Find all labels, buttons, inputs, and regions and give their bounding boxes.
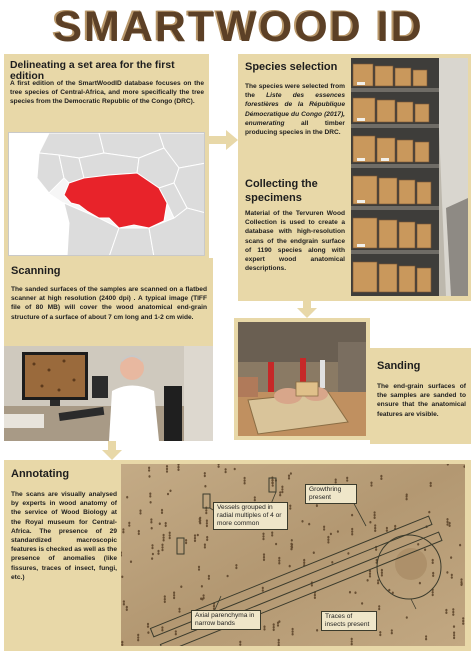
wood-pore: [316, 505, 318, 508]
wood-pore: [303, 559, 305, 562]
wood-pore: [346, 477, 348, 480]
shelves-graphic: [351, 58, 468, 296]
scanning-photo: [4, 346, 213, 441]
wood-pore: [271, 482, 273, 485]
wood-pore: [244, 479, 246, 482]
wood-pore: [292, 630, 294, 633]
wood-pore: [151, 557, 153, 560]
arrow-down-1-head: [297, 308, 317, 318]
wood-pore: [175, 633, 177, 636]
wood-pore: [225, 468, 227, 471]
panel-species: [238, 54, 471, 301]
wood-pore: [378, 605, 380, 608]
wood-pore: [323, 528, 325, 531]
wood-pore: [197, 534, 199, 537]
wood-collection-photo: [351, 58, 468, 296]
wood-pore: [177, 466, 179, 469]
wood-pore: [164, 601, 166, 604]
wood-pore: [432, 559, 434, 562]
wood-pore: [281, 486, 283, 489]
wood-pore: [161, 509, 163, 512]
wood-pore: [301, 520, 303, 523]
wood-pore: [166, 470, 168, 473]
wood-pore: [288, 474, 290, 477]
wood-pore: [432, 591, 434, 594]
wood-pore: [289, 565, 291, 568]
wood-pore: [147, 623, 149, 626]
wood-pore: [206, 536, 208, 539]
wood-pore: [169, 490, 171, 493]
wood-pore: [278, 641, 280, 644]
annotation-vessels: Vessels grouped in radial multiples of 4 or more common: [213, 502, 288, 530]
wood-pore: [370, 484, 372, 487]
wood-pore: [204, 475, 206, 478]
wood-pore: [194, 540, 196, 543]
wood-pore: [271, 531, 273, 534]
panel-species-heading: Species selection: [245, 61, 338, 73]
wood-pore: [330, 533, 332, 536]
wood-pore: [169, 534, 171, 537]
wood-pore: [157, 552, 159, 555]
wood-pore: [178, 610, 180, 613]
wood-pore: [378, 608, 380, 611]
wood-pore: [446, 521, 448, 524]
wood-pore: [194, 537, 196, 540]
wood-pore: [331, 561, 333, 564]
wood-pore: [163, 539, 165, 542]
wood-pore: [121, 641, 123, 644]
wood-pore: [374, 511, 376, 514]
wood-pore: [303, 561, 305, 564]
wood-pore: [379, 634, 381, 637]
wood-pore: [254, 496, 256, 499]
wood-pore: [452, 608, 454, 611]
wood-pore: [351, 640, 353, 643]
wood-pore: [273, 623, 275, 626]
wood-pore: [151, 527, 153, 530]
wood-pore: [262, 589, 264, 592]
wood-pore: [374, 529, 376, 532]
wood-pore: [235, 567, 237, 570]
wood-pore: [263, 625, 265, 628]
wood-pore: [349, 591, 351, 594]
wood-pore: [128, 522, 130, 525]
wood-pore: [180, 585, 182, 588]
wood-pore: [278, 620, 280, 623]
wood-pore: [460, 578, 462, 581]
wood-pore: [432, 561, 434, 564]
wood-pore: [308, 523, 310, 526]
wood-scan-image: [121, 464, 465, 646]
wood-pore: [453, 625, 455, 628]
wood-pore: [351, 514, 353, 517]
wood-pore: [354, 591, 356, 594]
wood-pore: [262, 535, 264, 538]
wood-pore: [446, 523, 448, 526]
wood-pore: [380, 477, 382, 480]
wood-pore: [417, 543, 419, 546]
wood-pore: [327, 541, 329, 544]
wood-pore: [147, 625, 149, 628]
wood-pore: [451, 576, 453, 579]
wood-pore: [453, 634, 455, 637]
wood-pore: [288, 477, 290, 480]
wood-pore: [450, 556, 452, 559]
wood-pore: [198, 568, 200, 571]
wood-pore: [161, 629, 163, 632]
wood-pore: [126, 606, 128, 609]
wood-pore: [169, 532, 171, 535]
wood-pore: [163, 536, 165, 539]
wood-pore: [123, 600, 125, 603]
wood-pore: [311, 584, 313, 587]
wood-pore: [290, 472, 292, 475]
wood-pore: [206, 522, 208, 525]
wood-pore: [208, 577, 210, 580]
wood-pore: [370, 482, 372, 485]
wood-pore: [161, 549, 163, 552]
wood-pore: [126, 608, 128, 611]
wood-pore: [451, 574, 453, 577]
wood-pore: [406, 616, 408, 619]
wood-pore: [262, 538, 264, 541]
wood-pore: [201, 585, 203, 588]
wood-pore: [452, 611, 454, 614]
wood-pore: [262, 587, 264, 590]
wood-pore: [351, 638, 353, 641]
arrow-down-2-head: [102, 450, 122, 460]
wood-pore: [177, 468, 179, 471]
wood-pore: [351, 533, 353, 536]
wood-pore: [316, 629, 318, 632]
wood-pore: [424, 548, 426, 551]
wood-pore: [161, 626, 163, 629]
wood-pore: [375, 548, 377, 551]
arrow-right-1-head: [226, 130, 238, 150]
wood-pore: [148, 467, 150, 470]
wood-pore: [199, 518, 201, 521]
wood-pore: [263, 553, 265, 556]
wood-pore: [138, 530, 140, 533]
wood-pore: [361, 602, 363, 605]
wood-pore: [137, 634, 139, 637]
wood-pore: [203, 597, 205, 600]
wood-pore: [314, 594, 316, 597]
wood-pore: [185, 539, 187, 542]
wood-pore: [462, 620, 464, 623]
wood-pore: [391, 632, 393, 635]
wood-pore: [377, 579, 379, 582]
wood-pore: [204, 543, 206, 546]
wood-pore: [138, 533, 140, 536]
wood-pore: [198, 566, 200, 569]
wood-pore: [278, 559, 280, 562]
wood-pore: [151, 547, 153, 550]
wood-pore: [374, 527, 376, 530]
wood-pore: [453, 631, 455, 634]
wood-pore: [263, 559, 265, 562]
arrow-right-1: [209, 136, 226, 144]
wood-pore: [122, 528, 124, 531]
wood-pore: [430, 484, 432, 487]
wood-pore: [200, 597, 202, 600]
sanding-graphic: [238, 322, 366, 436]
wood-pore: [291, 546, 293, 549]
wood-pore: [161, 546, 163, 549]
wood-pore: [278, 639, 280, 642]
wood-pore: [278, 562, 280, 565]
wood-pore: [381, 571, 383, 574]
wood-pore: [292, 633, 294, 636]
wood-pore: [137, 639, 139, 642]
wood-pore: [432, 574, 434, 577]
wood-pore: [292, 628, 294, 631]
wood-pore: [161, 511, 163, 514]
wood-pore: [169, 537, 171, 540]
wood-pore: [425, 635, 427, 638]
wood-pore: [165, 522, 167, 525]
wood-pore: [279, 494, 281, 497]
wood-pore: [291, 543, 293, 546]
wood-pore: [386, 527, 388, 530]
wood-pore: [272, 484, 274, 487]
panel-sanding-text: The end-grain surfaces of the samples are sanded to ensure that the anatomical features are visible.: [377, 383, 466, 418]
wood-pore: [121, 643, 123, 646]
wood-pore: [203, 594, 205, 597]
wood-pore: [239, 641, 241, 644]
wood-pore: [137, 636, 139, 639]
wood-pore: [369, 521, 371, 524]
wood-pore: [374, 514, 376, 517]
annotation-growthring: Growthring present: [305, 484, 357, 504]
wood-pore: [166, 468, 168, 471]
wood-pore: [148, 475, 150, 478]
panel-delineating: [4, 54, 209, 260]
wood-pore: [149, 492, 151, 495]
wood-pore: [121, 576, 123, 579]
wood-pore: [406, 495, 408, 498]
panel-sanding-heading: Sanding: [377, 360, 421, 372]
wood-pore: [173, 597, 175, 600]
wood-pore: [239, 643, 241, 646]
wood-pore: [234, 468, 236, 471]
wood-pore: [208, 575, 210, 578]
wood-pore: [244, 477, 246, 480]
wood-pore: [227, 575, 229, 578]
wood-pore: [206, 539, 208, 542]
wood-pore: [123, 603, 125, 606]
wood-pore: [151, 544, 153, 547]
wood-pore: [150, 501, 152, 504]
panel-collecting-heading: Collecting the specimens: [245, 178, 318, 204]
panel-scanning-heading: Scanning: [11, 265, 61, 277]
wood-pore: [428, 511, 430, 514]
wood-pore: [281, 488, 283, 491]
wood-pore: [213, 605, 215, 608]
wood-pore: [262, 533, 264, 536]
wood-pore: [351, 643, 353, 646]
wood-pore: [377, 582, 379, 585]
wood-pore: [381, 574, 383, 577]
wood-pore: [178, 608, 180, 611]
wood-pore: [204, 485, 206, 488]
wood-pore: [461, 583, 463, 586]
wood-pore: [263, 556, 265, 559]
wood-pore: [139, 509, 141, 512]
wood-pore: [462, 617, 464, 620]
wood-pore: [130, 560, 132, 563]
scanning-graphic: [4, 346, 213, 441]
wood-pore: [275, 543, 277, 546]
wood-pore: [273, 629, 275, 632]
wood-pore: [199, 520, 201, 523]
wood-pore: [452, 613, 454, 616]
wood-pore: [335, 478, 337, 481]
wood-pore: [126, 496, 128, 499]
panel-collecting-text: Material of the Tervuren Wood Collection is used to create a database with high-resolution scans of the endgrain surface of 1190 species along with expert wood anatomical descriptions.: [245, 210, 345, 273]
wood-pore: [432, 572, 434, 575]
wood-pore: [167, 493, 169, 496]
wood-pore: [150, 518, 152, 521]
wood-pore: [194, 534, 196, 537]
wood-pore: [379, 631, 381, 634]
wood-pore: [148, 469, 150, 472]
drc-map-graphic: [9, 133, 205, 256]
sanding-photo: [234, 318, 370, 440]
wood-pore: [430, 482, 432, 485]
wood-pore: [254, 499, 256, 502]
panel-annotating-text: The scans are visually analysed by experts in wood anatomy of the service of Wood Biology at the Royal museum for Central-Africa. The presence of 29 standardized macroscopic features is checked as well as the presence of anomalies (like fissures, traces of insect, fungi, etc.): [11, 491, 117, 581]
wood-pore: [445, 611, 447, 614]
wood-pore: [271, 479, 273, 482]
wood-pore: [204, 546, 206, 549]
wood-pore: [453, 637, 455, 640]
panel-sanding: [370, 348, 471, 444]
wood-pore: [327, 536, 329, 539]
wood-pore: [449, 524, 451, 527]
wood-pore: [346, 479, 348, 482]
wood-pore: [369, 572, 371, 575]
wood-pore: [157, 550, 159, 553]
wood-pore: [446, 518, 448, 521]
wood-pore: [185, 542, 187, 545]
wood-pore: [128, 524, 130, 527]
wood-pore: [206, 525, 208, 528]
panel-annotating-heading: Annotating: [11, 468, 70, 480]
wood-pore: [291, 539, 293, 542]
wood-pore: [122, 531, 124, 534]
wood-pore: [419, 582, 421, 585]
wood-pore: [164, 598, 166, 601]
wood-pore: [164, 595, 166, 598]
wood-pore: [347, 552, 349, 555]
wood-pore: [289, 507, 291, 510]
wood-pore: [351, 528, 353, 531]
wood-pore: [367, 579, 369, 582]
wood-pore: [271, 534, 273, 537]
wood-pore: [235, 564, 237, 567]
wood-pore: [204, 472, 206, 475]
panel-scanning: [4, 258, 213, 346]
wood-pore: [166, 465, 168, 468]
wood-pore: [462, 622, 464, 625]
wood-pore: [386, 529, 388, 532]
wood-pore: [149, 495, 151, 498]
wood-pore: [459, 544, 461, 547]
wood-pore: [289, 505, 291, 508]
wood-pore: [314, 596, 316, 599]
wood-pore: [313, 551, 315, 554]
wood-pore: [446, 571, 448, 574]
panel-annotating: [4, 460, 471, 651]
wood-scan-graphic: [121, 464, 465, 646]
wood-pore: [225, 471, 227, 474]
wood-pore: [425, 638, 427, 641]
wood-pore: [369, 575, 371, 578]
wood-pore: [161, 544, 163, 547]
panel-scanning-text: The sanded surfaces of the samples are scanned on a flatbed scanner at high resolution (2400 dpi) . A typical image (TIFF file of 80 MB) will cover the wood anatomical end-grain structure of a surface of about 7 cm long and 1-2 cm wide.: [11, 286, 207, 321]
wood-pore: [381, 569, 383, 572]
panel-species-text: The species were selected from the Liste des essences forestières de la République Démocratique du Congo (2017), enumerating all timber producing species in the DRC.: [245, 83, 345, 137]
panel-delineating-heading: Delineating a set area for the first edition: [10, 60, 175, 82]
wood-pore: [432, 594, 434, 597]
wood-pore: [159, 522, 161, 525]
wood-pore: [163, 534, 165, 537]
wood-pore: [205, 512, 207, 515]
panel-delineating-text: A first edition of the SmartWoodID database focuses on the tree species of Central-Africa, and more specifically the tree species from the Democratic Republic of the Congo (DRC).: [10, 80, 204, 106]
wood-pore: [152, 553, 154, 556]
wood-pore: [147, 631, 149, 634]
africa-map: [8, 132, 205, 256]
wood-pore: [206, 519, 208, 522]
wood-pore: [277, 624, 279, 627]
wood-pore: [218, 465, 220, 468]
wood-pore: [173, 591, 175, 594]
wood-pore: [281, 491, 283, 494]
wood-pore: [323, 526, 325, 529]
wood-pore: [380, 475, 382, 478]
wood-pore: [374, 524, 376, 527]
wood-pore: [165, 525, 167, 528]
wood-pore: [263, 628, 265, 631]
wood-pore: [139, 512, 141, 515]
wood-pore: [273, 626, 275, 629]
wood-pore: [175, 630, 177, 633]
wood-pore: [449, 522, 451, 525]
wood-pore: [445, 609, 447, 612]
wood-pore: [374, 516, 376, 519]
wood-pore: [279, 491, 281, 494]
wood-pore: [150, 521, 152, 524]
annotation-axial-parenchyma: Axial parenchyma in narrow bands: [191, 610, 261, 630]
wood-pore: [173, 594, 175, 597]
wood-pore: [351, 530, 353, 533]
wood-pore: [244, 482, 246, 485]
wood-pore: [406, 498, 408, 501]
page-title: SMARTWOOD ID: [0, 4, 475, 48]
wood-pore: [278, 557, 280, 560]
wood-pore: [394, 525, 396, 528]
wood-pore: [391, 629, 393, 632]
annotation-insect-traces: Traces of insects present: [321, 611, 377, 631]
wood-pore: [337, 530, 339, 533]
wood-pore: [327, 538, 329, 541]
wood-pore: [205, 509, 207, 512]
